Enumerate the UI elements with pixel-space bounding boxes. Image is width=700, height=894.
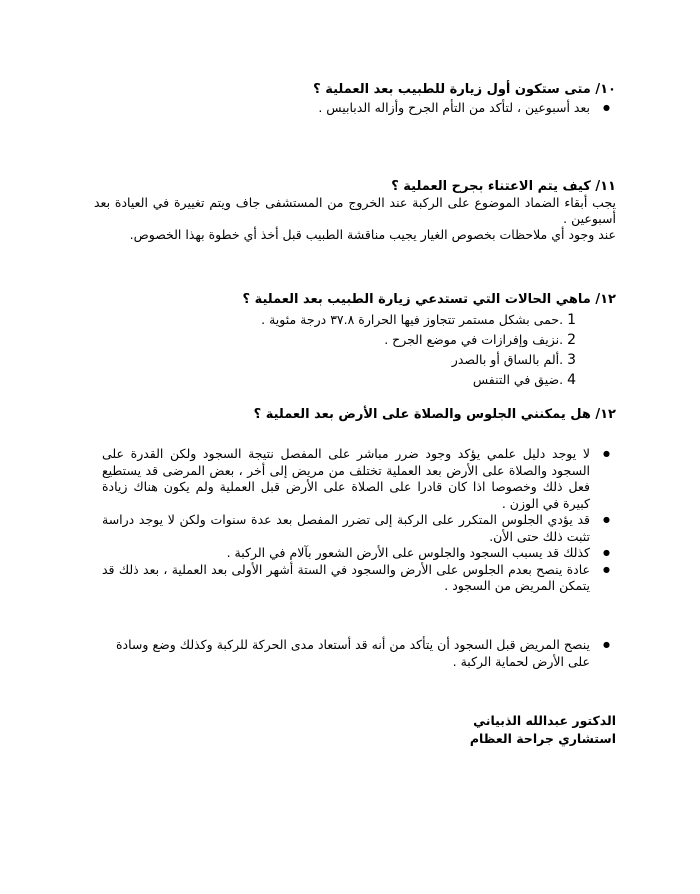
doctor-title: استشاري جراحة العظام — [469, 731, 616, 746]
list-item — [96, 370, 576, 390]
item-text: .حمى بشكل مستمر تتجاوز فيها الحرارة ٣٧.٨ درجة مئوية . — [261, 312, 564, 327]
doctor-name: الدكتور عبدالله الذبياني — [473, 713, 616, 728]
q12-visit-heading: ١٢/ ماهي الحالات التي تستدعي زيارة الطبيب بعد العملية ؟ — [242, 292, 616, 307]
signature-block — [96, 712, 616, 748]
q12-prayer-bullet-list — [102, 446, 616, 595]
item-number: 2 — [567, 332, 576, 348]
q11-paragraph: يجب أبقاء الضماد الموضوع على الركبة عند الخروج من المستشفى جاف ويتم تغييرة في العيادة بعد أسبوعين . — [94, 195, 616, 226]
item-text: .ضيق في التنفس — [472, 372, 564, 387]
q10-bullet-list — [96, 100, 616, 117]
q11-heading: ١١/ كيف يتم الاعتناء بجرح العملية ؟ — [391, 179, 616, 194]
list-item: ● بعد أسبوعين ، لتأكد من التأم الجرح وأزاله الدبابيس . — [96, 100, 590, 117]
list-item: ● كذلك قد يسبب السجود والجلوس على الأرض الشعور بآلام في الركبة . — [102, 545, 590, 562]
item-text: .ألم بالساق أو بالصدر — [451, 352, 564, 367]
list-item — [96, 350, 576, 370]
q12-visit-numbered-list — [96, 310, 616, 390]
section-q12-visit — [96, 291, 616, 390]
section-q10 — [96, 81, 616, 117]
q10-heading: ١٠/ متى ستكون أول زيارة للطبيب بعد العملية ؟ — [313, 82, 616, 97]
q11-paragraph: عند وجود أي ملاحظات بخصوص الغيار يجيب مناقشة الطبيب قبل أخذ أي خطوة بهذا الخصوص. — [129, 227, 616, 242]
section-q12-prayer — [96, 406, 616, 423]
item-number: 1 — [567, 312, 576, 328]
item-text: .نزيف وإفرازات في موضع الجرح . — [384, 332, 564, 347]
q12-prayer-extra-list — [116, 637, 616, 670]
q12-prayer-heading: ١٢/ هل يمكنني الجلوس والصلاة على الأرض بعد العملية ؟ — [253, 407, 616, 422]
item-number: 3 — [567, 352, 576, 368]
list-item — [96, 310, 576, 330]
item-number: 4 — [567, 372, 576, 388]
list-item — [96, 330, 576, 350]
section-q11 — [94, 178, 616, 243]
list-item: ● عادة ينصح بعدم الجلوس على الأرض والسجود في الستة أشهر الأولى بعد العملية ، بعد ذلك قد يتمكن المريض من السجود . — [102, 562, 590, 595]
list-item: ● ينصح المريض قبل السجود أن يتأكد من أنه قد أستعاد مدى الحركة للركبة وكذلك وضع وسادة على الأرض لحماية الركبة . — [116, 637, 590, 670]
q12-prayer-extra — [116, 637, 616, 670]
list-item: ● قد يؤدي الجلوس المتكرر على الركبة إلى تضرر المفصل بعد عدة سنوات ولكن لا يوجد دراسة تثبت ذلك حتى الأن. — [102, 512, 590, 545]
q12-prayer-body — [102, 446, 616, 595]
list-item: ● لا يوجد دليل علمي يؤكد وجود ضرر مباشر على المفصل نتيجة السجود ولكن القدرة على السجود والصلاة على الأرض بعد العملية تختلف من مريض إلى أخر ، بعض المرضى قد يستطيع فعل ذلك وخصوصا اذا كان قادرا على الصلاة على الأرض قبل العملية ولم يكون هناك زيادة كبيرة في الوزن . — [102, 446, 590, 512]
